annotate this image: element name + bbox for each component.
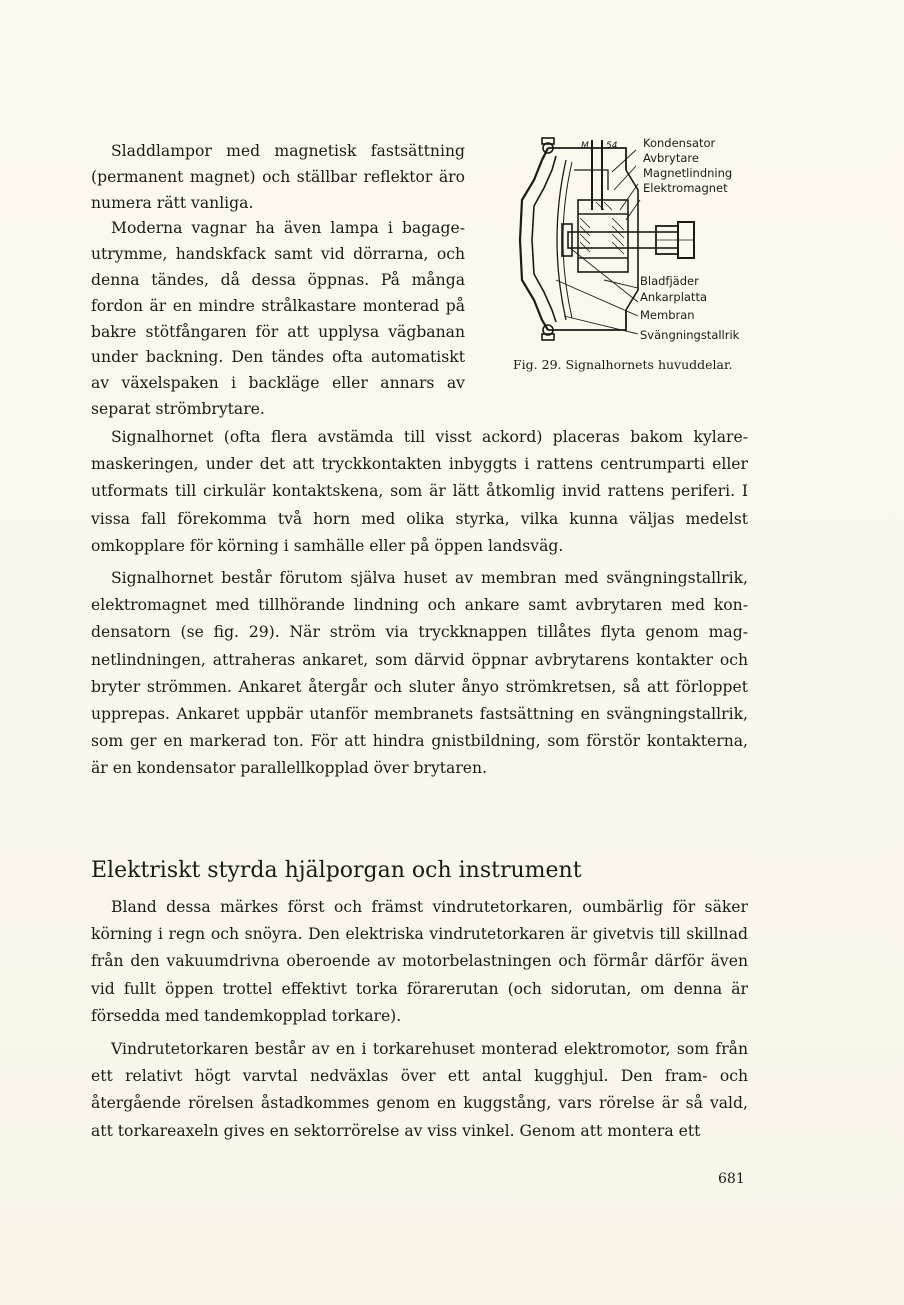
- label-elektromagnet: Elektromagnet: [643, 181, 728, 195]
- label-avbrytare: Avbrytare: [643, 151, 699, 165]
- label-kondensator: Kondensator: [643, 136, 716, 150]
- paragraph-horn-parts-block: [91, 565, 748, 783]
- paragraph-horn-placement: Signalhornet (ofta flera avstämda till visst ackord) placeras bakom kylaremaskeringen, under det att tryckkontakten inbyggts i rattens centrumparti eller utformats till cirkulär kontaktskena, som är lätt åtkomlig invid rattens periferi. I vissa fall förekomma två horn med olika styrka, vilka kunna väljas medelst omkopplare för körning i samhälle eller på öppen landsväg.: [91, 428, 748, 555]
- paragraph-horn-placement-block: [91, 424, 748, 560]
- paragraph-wipers-intro-block: [91, 894, 748, 1030]
- section-heading: Elektriskt styrda hjälporgan och instrument: [91, 858, 582, 883]
- paragraph-wiper-motor-block: [91, 1036, 748, 1145]
- horn-cross-section-drawing: [508, 130, 758, 360]
- label-magnetlindning: Magnetlindning: [643, 166, 733, 180]
- horn-diagram-figure: [508, 130, 758, 380]
- terminal-m-label: M: [581, 141, 589, 151]
- label-ankarplatta: Ankarplatta: [640, 290, 707, 304]
- figure-caption: Fig. 29. Signalhornets huvuddelar.: [513, 357, 733, 372]
- paragraph-work-lamps: Sladdlampor med magnetisk fastsättning (permanent magnet) och ställbar reflektor äro numera rätt vanliga.: [91, 142, 465, 212]
- paragraph-interior-lamps: Moderna vagnar ha även lampa i bagageutrymme, handskfack samt vid dörrarna, och denna tändes, då dessa öppnas. På många fordon är en mindre strålkastare monterad på bakre stötfångaren för att upplysa vägbanan under backning. Den tändes ofta automatiskt av växelspaken i backläge eller annars av separat strömbrytare.: [91, 219, 465, 418]
- left-column-text: [91, 139, 465, 423]
- label-bladfjader: Bladfjäder: [640, 274, 699, 288]
- terminal-54-label: 54: [606, 141, 618, 151]
- paragraph-wipers-intro: Bland dessa märkes först och främst vindrutetorkaren, oumbärlig för säker körning i regn och snöyra. Den elektriska vindrutetorkaren är givetvis till skillnad från den vakuumdrivna oberoende av motorbelastningen och förmår därför även vid fullt öppen trottel effektivt torka förarerutan (och sidorutan, om denna är försedda med tandemkopplad torkare).: [91, 898, 748, 1025]
- label-svangningstallrik: Svängningstallrik: [640, 328, 740, 342]
- label-membran: Membran: [640, 308, 695, 322]
- paragraph-wiper-motor: Vindrutetorkaren består av en i torkarehuset monterad elektromotor, som från ett relativt högt varvtal nedväxlas över ett antal kugghjul. Den fram- och återgående rörelsen åstadkommes genom en kuggstång, vars rörelse är så vald, att torkareaxeln gives en sektorrörelse av viss vinkel. Genom att montera ett: [91, 1040, 748, 1140]
- page-number: 681: [718, 1171, 745, 1187]
- paragraph-horn-parts: Signalhornet består förutom själva huset av membran med svängningstallrik, elektromagnet med tillhörande lindning och ankare samt avbrytaren med kondensatorn (se fig. 29). När ström via tryckknappen tillåtes flyta genom magnetlindningen, attraheras ankaret, som därvid öppnar avbrytarens kontakter och bryter strömmen. Ankaret återgår och sluter ånyo strömkretsen, så att förloppet upprepas. Ankaret uppbär utanför membranets fastsättning en svängningstallrik, som ger en markerad ton. För att hindra gnistbildning, som förstör kontakterna, är en kondensator parallellkopplad över brytaren.: [91, 569, 748, 778]
